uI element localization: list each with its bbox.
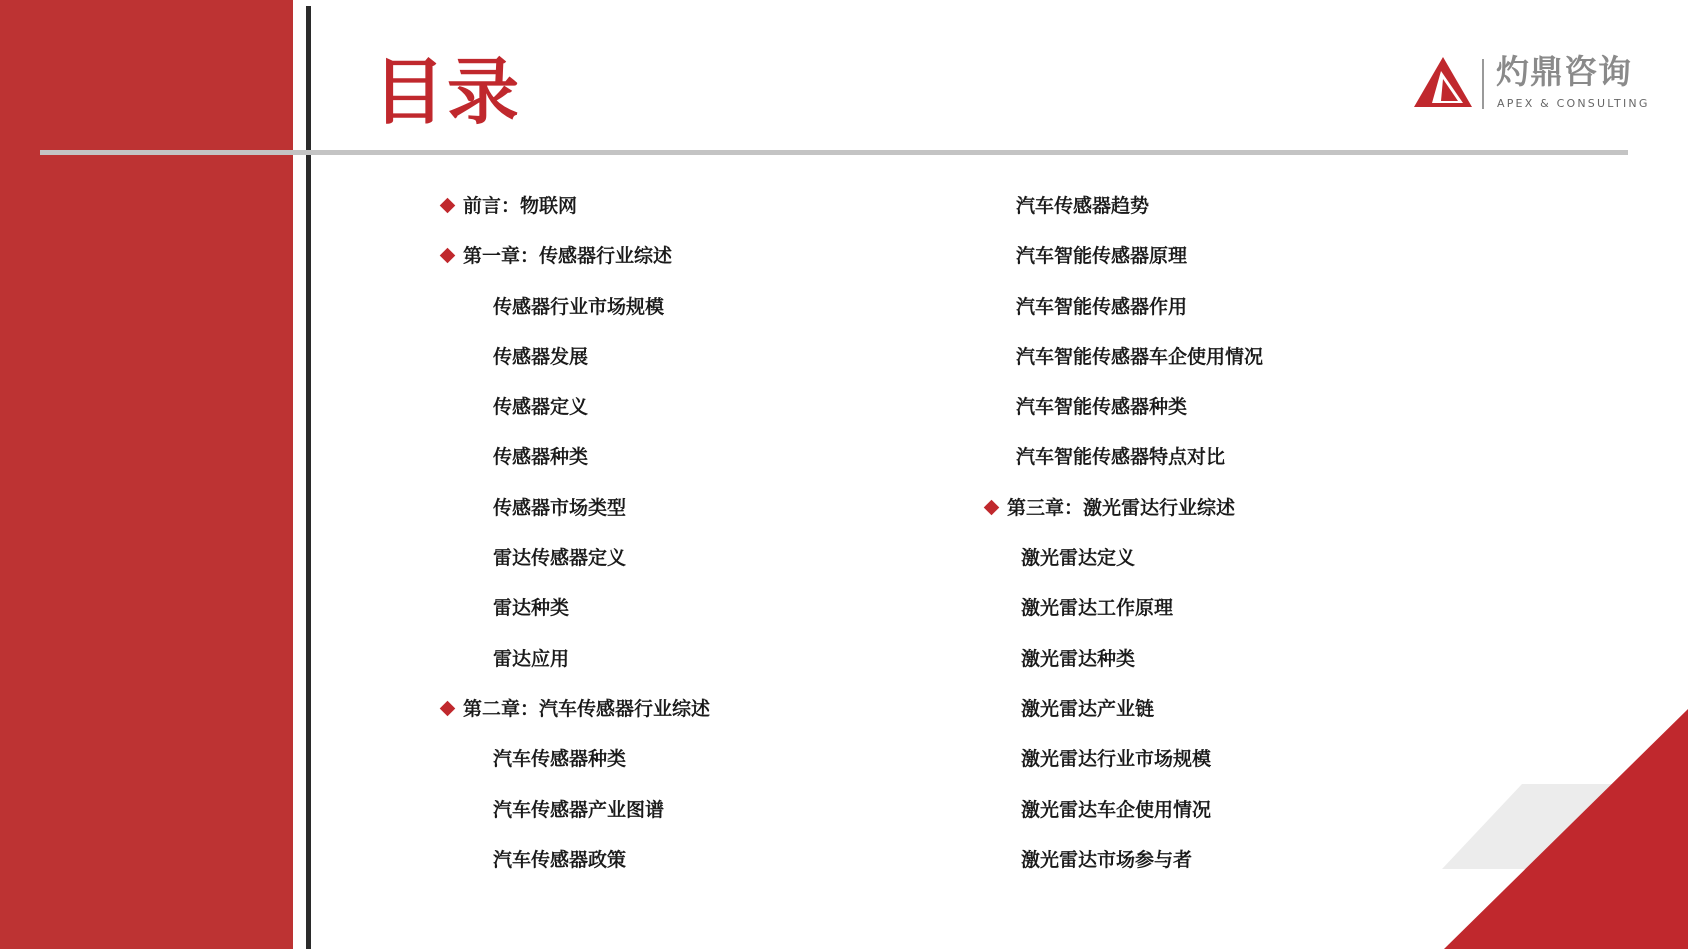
apex-triangle-icon <box>1414 57 1472 107</box>
toc-section: 激光雷达定义 <box>1021 547 1136 570</box>
toc-section: 激光雷达车企使用情况 <box>1021 798 1212 821</box>
toc-chapter: 第二章：汽车传感器行业综述 <box>463 699 710 749</box>
toc-section: 雷达应用 <box>493 647 570 670</box>
toc-section: 激光雷达工作原理 <box>1021 597 1174 620</box>
toc-section: 激光雷达市场参与者 <box>1021 848 1193 871</box>
toc-section: 激光雷达产业链 <box>1021 697 1155 720</box>
toc-section: 汽车智能传感器特点对比 <box>1016 446 1226 469</box>
toc-section: 传感器发展 <box>493 345 589 368</box>
corner-decoration <box>1422 709 1688 949</box>
toc-section: 汽车智能传感器车企使用情况 <box>1016 345 1264 368</box>
toc-section: 传感器行业市场规模 <box>493 295 665 318</box>
toc-section: 汽车智能传感器作用 <box>1016 295 1188 318</box>
toc-section: 汽车传感器种类 <box>493 748 627 771</box>
vertical-divider <box>306 6 311 949</box>
toc-section: 传感器定义 <box>493 396 589 419</box>
toc-section: 汽车智能传感器种类 <box>1016 396 1188 419</box>
toc-chapter: 第三章：激光雷达行业综述 <box>1007 498 1263 548</box>
toc-right-column <box>1007 195 1264 900</box>
toc-section: 雷达传感器定义 <box>493 547 627 570</box>
logo-divider <box>1482 59 1484 109</box>
toc-section: 汽车传感器产业图谱 <box>493 798 665 821</box>
horizontal-divider <box>40 150 1628 155</box>
toc-section: 传感器市场类型 <box>493 496 627 519</box>
toc-section: 汽车传感器趋势 <box>1016 195 1150 217</box>
toc-section: 汽车智能传感器原理 <box>1016 245 1188 268</box>
left-red-panel <box>0 0 293 949</box>
company-logo <box>1414 52 1650 113</box>
toc-section: 汽车传感器政策 <box>493 848 627 871</box>
toc-chapter: 前言：物联网 <box>463 196 710 246</box>
logo-name-cn: 灼鼎咨询 <box>1496 52 1632 91</box>
toc-section: 雷达种类 <box>493 597 570 620</box>
page-title: 目录 <box>373 50 522 134</box>
toc-section: 传感器种类 <box>493 446 589 469</box>
toc-left-column <box>463 196 710 900</box>
toc-section: 激光雷达种类 <box>1021 647 1136 670</box>
logo-name-en: APEX & CONSULTING <box>1497 97 1650 110</box>
toc-section: 激光雷达行业市场规模 <box>1021 748 1212 771</box>
toc-chapter: 第一章：传感器行业综述 <box>463 246 710 296</box>
